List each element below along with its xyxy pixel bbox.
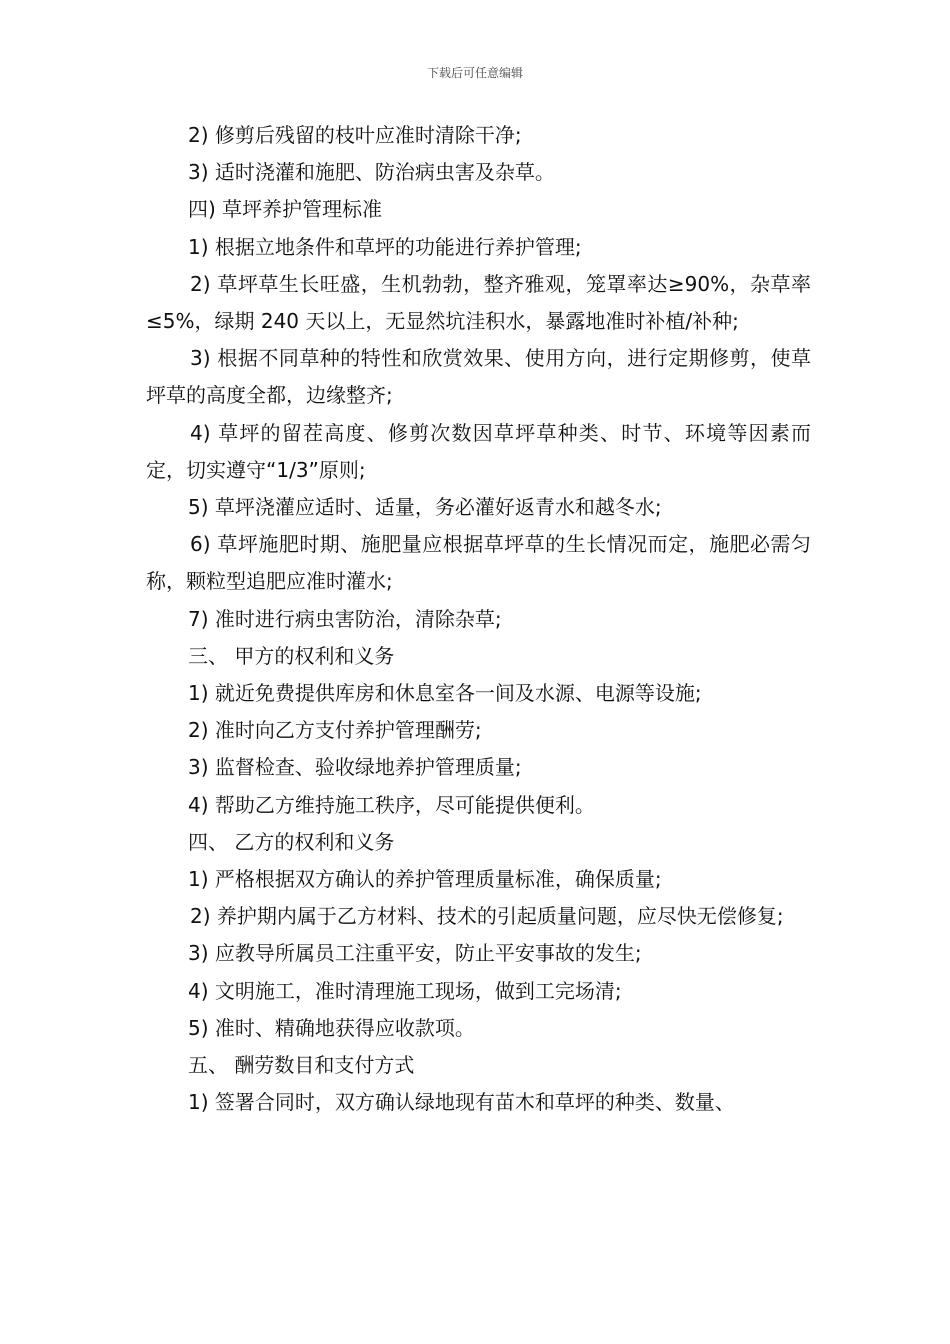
section-heading: 四) 草坪养护管理标准 xyxy=(188,197,383,222)
paragraph: 2) 养护期内属于乙方材料、技术的引起质量问题，应尽快无偿修复; xyxy=(190,904,784,929)
paragraph: 2) 修剪后残留的枝叶应准时清除干净; xyxy=(188,123,522,147)
paragraph: 1) 根据立地条件和草坪的功能进行养护管理; xyxy=(188,234,582,259)
page-header-note: 下载后可任意编辑 xyxy=(426,66,523,80)
document-body xyxy=(146,117,811,1121)
paragraph: 6) 草坪施肥时期、施肥量应根据草坪草的生长情况而定，施肥必需匀称，颗粒型追肥应准时灌水; xyxy=(146,532,811,594)
paragraph: 3) 适时浇灌和施肥、防治病虫害及杂草。 xyxy=(188,160,555,185)
paragraph: 1) 签署合同时，双方确认绿地现有苗木和草坪的种类、数量、 xyxy=(188,1090,735,1115)
paragraph: 4) 草坪的留茬高度、修剪次数因草坪草种类、时节、环境等因素而定，切实遵守“1/3”原则; xyxy=(146,420,811,482)
paragraph: 2) 草坪草生长旺盛，生机勃勃，整齐雅观，笼罩率达≥90%，杂草率≤5%，绿期 240 天以上，无显然坑洼积水，暴露地准时补植/补种; xyxy=(146,271,811,334)
section-heading: 五、 酬劳数目和支付方式 xyxy=(188,1053,415,1078)
paragraph: 4) 文明施工，准时清理施工现场，做到工完场清; xyxy=(188,978,622,1003)
paragraph: 3) 根据不同草种的特性和欣赏效果、使用方向，进行定期修剪，使草坪草的高度全都，边缘整齐; xyxy=(146,346,811,408)
paragraph: 4) 帮助乙方维持施工秩序，尽可能提供便利。 xyxy=(188,792,595,817)
paragraph: 5) 准时、精确地获得应收款项。 xyxy=(188,1015,475,1040)
paragraph: 1) 就近免费提供库房和休息室各一间及水源、电源等设施; xyxy=(188,681,702,706)
paragraph: 5) 草坪浇灌应适时、适量，务必灌好返青水和越冬水; xyxy=(188,495,662,520)
paragraph: 3) 应教导所属员工注重平安，防止平安事故的发生; xyxy=(188,941,642,966)
section-heading: 四、 乙方的权利和义务 xyxy=(188,829,395,854)
paragraph: 7) 准时进行病虫害防治，清除杂草; xyxy=(188,606,502,631)
paragraph: 1) 严格根据双方确认的养护管理质量标准，确保质量; xyxy=(188,867,662,892)
paragraph: 3) 监督检查、验收绿地养护管理质量; xyxy=(188,755,522,780)
paragraph: 2) 准时向乙方支付养护管理酬劳; xyxy=(188,718,482,743)
section-heading: 三、 甲方的权利和义务 xyxy=(188,643,395,668)
